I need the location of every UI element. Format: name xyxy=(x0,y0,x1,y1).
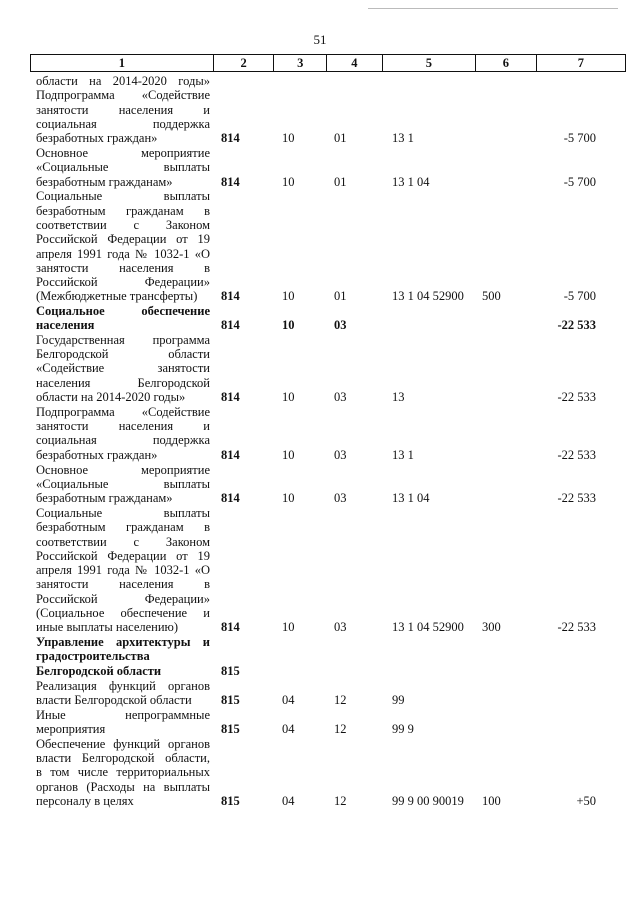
table-row xyxy=(0,74,640,146)
cell-c5: 13 1 04 xyxy=(392,174,430,189)
row-name-line: Социальные выплаты xyxy=(36,189,210,204)
row-name-line: Иные непрограммные xyxy=(36,707,210,722)
cell-c5: 13 1 04 xyxy=(392,491,430,506)
row-name xyxy=(36,189,210,303)
cell-c5: 99 xyxy=(392,692,405,707)
row-name-line: занятости населения и xyxy=(36,419,210,434)
row-name-line: власти Белгородской области, xyxy=(36,751,210,766)
cell-c7: -22 533 xyxy=(557,390,596,405)
cell-c4: 03 xyxy=(334,390,347,405)
cell-c5: 13 1 xyxy=(392,131,414,146)
row-name-line: Российской Федерации» xyxy=(36,275,210,290)
cell-c5: 99 9 00 90019 xyxy=(392,793,464,808)
row-name-line: занятости населения в xyxy=(36,577,210,592)
cell-c5: 13 1 04 52900 xyxy=(392,620,464,635)
cell-c2: 815 xyxy=(221,721,240,736)
row-name-line: персоналу в целях xyxy=(36,793,134,808)
row-name-line: Российской Федерации от 19 xyxy=(36,548,210,563)
row-name-line: мероприятия xyxy=(36,721,106,736)
row-name-line: Белгородской области xyxy=(36,347,210,362)
table-row xyxy=(0,405,640,462)
cell-c4: 03 xyxy=(334,620,347,635)
header-col-5: 5 xyxy=(383,55,476,71)
cell-c2: 815 xyxy=(221,793,240,808)
cell-c7: -5 700 xyxy=(563,174,596,189)
cell-c3: 10 xyxy=(282,390,295,405)
row-name-line: Белгородской области xyxy=(36,663,162,678)
row-name-line: апреля 1991 года № 1032-1 «О xyxy=(36,563,210,578)
row-name-line: «Содействие занятости xyxy=(36,361,210,376)
cell-c7: -5 700 xyxy=(563,289,596,304)
row-name xyxy=(36,737,210,808)
cell-c4: 03 xyxy=(334,447,347,462)
cell-c2: 814 xyxy=(221,174,240,189)
row-name-line: Подпрограмма «Содействие xyxy=(36,88,210,103)
cell-c2: 814 xyxy=(221,447,240,462)
row-name-line: соответствии с Законом xyxy=(36,534,210,549)
row-name-line: (Социальное обеспечение и xyxy=(36,606,210,621)
cell-c2: 814 xyxy=(221,289,240,304)
cell-c2: 814 xyxy=(221,318,240,333)
header-col-4: 4 xyxy=(327,55,383,71)
row-name-line: социальная поддержка xyxy=(36,116,210,131)
row-name-line: «Социальные выплаты xyxy=(36,476,210,491)
cell-c4: 12 xyxy=(334,793,347,808)
cell-c7: -22 533 xyxy=(557,447,596,462)
row-name xyxy=(36,405,210,462)
cell-c3: 04 xyxy=(282,793,295,808)
row-name xyxy=(36,74,210,145)
cell-c7: -22 533 xyxy=(557,620,596,635)
cell-c3: 10 xyxy=(282,620,295,635)
row-name xyxy=(36,506,210,635)
cell-c4: 01 xyxy=(334,289,347,304)
cell-c5: 13 xyxy=(392,390,405,405)
cell-c3: 10 xyxy=(282,318,295,333)
row-name-line: «Социальные выплаты xyxy=(36,160,210,175)
row-name-line: безработных граждан» xyxy=(36,447,158,462)
cell-c2: 814 xyxy=(221,131,240,146)
table-row xyxy=(0,635,640,678)
row-name-line: Государственная программа xyxy=(36,332,210,347)
row-name-line: Основное мероприятие xyxy=(36,146,210,160)
row-name-line: области на 2014-2020 годы» xyxy=(36,390,186,405)
cell-c7: +50 xyxy=(576,793,596,808)
cell-c2: 814 xyxy=(221,620,240,635)
row-name-line: (Межбюджетные трансферты) xyxy=(36,289,198,304)
cell-c5: 99 9 xyxy=(392,721,414,736)
row-name xyxy=(36,333,210,404)
header-col-1: 1 xyxy=(31,55,214,71)
table-row xyxy=(0,189,640,303)
cell-c4: 03 xyxy=(334,318,347,333)
row-name-line: органов (Расходы на выплаты xyxy=(36,779,210,794)
cell-c7: -5 700 xyxy=(563,131,596,146)
header-col-2: 2 xyxy=(214,55,275,71)
cell-c2: 814 xyxy=(221,491,240,506)
row-name-line: безработным гражданам» xyxy=(36,491,173,506)
cell-c4: 03 xyxy=(334,491,347,506)
row-name-line: апреля 1991 года № 1032-1 «О xyxy=(36,246,210,261)
cell-c5: 13 1 xyxy=(392,447,414,462)
table-row xyxy=(0,679,640,708)
cell-c7: -22 533 xyxy=(557,318,596,333)
row-name xyxy=(36,679,210,708)
row-name-line: Российской Федерации от 19 xyxy=(36,232,210,247)
cell-c4: 12 xyxy=(334,721,347,736)
row-name-line: безработным гражданам в xyxy=(36,203,210,218)
cell-c3: 10 xyxy=(282,174,295,189)
page-number: 51 xyxy=(313,32,327,47)
row-name-line: иные выплаты населению) xyxy=(36,620,179,635)
table-row xyxy=(0,506,640,635)
row-name xyxy=(36,708,210,737)
cell-c3: 04 xyxy=(282,692,295,707)
scan-edge-line xyxy=(368,8,618,9)
row-name-line: занятости населения в xyxy=(36,260,210,275)
row-name-line: безработных граждан» xyxy=(36,131,158,146)
row-name xyxy=(36,635,210,678)
cell-c3: 10 xyxy=(282,131,295,146)
row-name-line: в том числе территориальных xyxy=(36,765,210,780)
row-name-line: власти Белгородской области xyxy=(36,692,192,707)
header-col-6: 6 xyxy=(476,55,537,71)
row-name-line: населения Белгородской xyxy=(36,375,210,390)
cell-c7: -22 533 xyxy=(557,491,596,506)
cell-c6: 100 xyxy=(482,793,501,808)
row-name-line: занятости населения и xyxy=(36,102,210,117)
row-name-line: Социальное обеспечение xyxy=(36,303,210,318)
cell-c6: 300 xyxy=(482,620,501,635)
row-name-line: безработным гражданам в xyxy=(36,520,210,535)
row-name-line: градостроительства xyxy=(36,649,150,664)
cell-c2: 815 xyxy=(221,663,240,678)
cell-c3: 10 xyxy=(282,491,295,506)
cell-c4: 01 xyxy=(334,131,347,146)
row-name-line: социальная поддержка xyxy=(36,433,210,448)
row-name xyxy=(36,146,210,189)
table-row xyxy=(0,146,640,189)
cell-c2: 814 xyxy=(221,390,240,405)
cell-c3: 10 xyxy=(282,289,295,304)
row-name-line: населения xyxy=(36,318,95,333)
header-col-3: 3 xyxy=(274,55,327,71)
row-name xyxy=(36,463,210,506)
table-row xyxy=(0,304,640,333)
cell-c3: 10 xyxy=(282,447,295,462)
cell-c2: 815 xyxy=(221,692,240,707)
cell-c4: 12 xyxy=(334,692,347,707)
table-row xyxy=(0,708,640,737)
table-row xyxy=(0,463,640,506)
row-name xyxy=(36,304,210,333)
row-name-line: Реализация функций органов xyxy=(36,678,210,693)
cell-c3: 04 xyxy=(282,721,295,736)
row-name-line: Основное мероприятие xyxy=(36,462,210,477)
table-header xyxy=(30,54,626,72)
row-name-line: соответствии с Законом xyxy=(36,217,210,232)
row-name-line: Социальные выплаты xyxy=(36,506,210,520)
cell-c4: 01 xyxy=(334,174,347,189)
row-name-line: области на 2014-2020 годы» xyxy=(36,74,210,88)
row-name-line: Подпрограмма «Содействие xyxy=(36,404,210,419)
table-row xyxy=(0,333,640,405)
cell-c6: 500 xyxy=(482,289,501,304)
row-name-line: безработным гражданам» xyxy=(36,174,173,189)
row-name-line: Управление архитектуры и xyxy=(36,635,210,650)
header-col-7: 7 xyxy=(577,56,584,70)
row-name-line: Обеспечение функций органов xyxy=(36,736,210,751)
row-name-line: Российской Федерации» xyxy=(36,591,210,606)
table-row xyxy=(0,737,640,809)
cell-c5: 13 1 04 52900 xyxy=(392,289,464,304)
